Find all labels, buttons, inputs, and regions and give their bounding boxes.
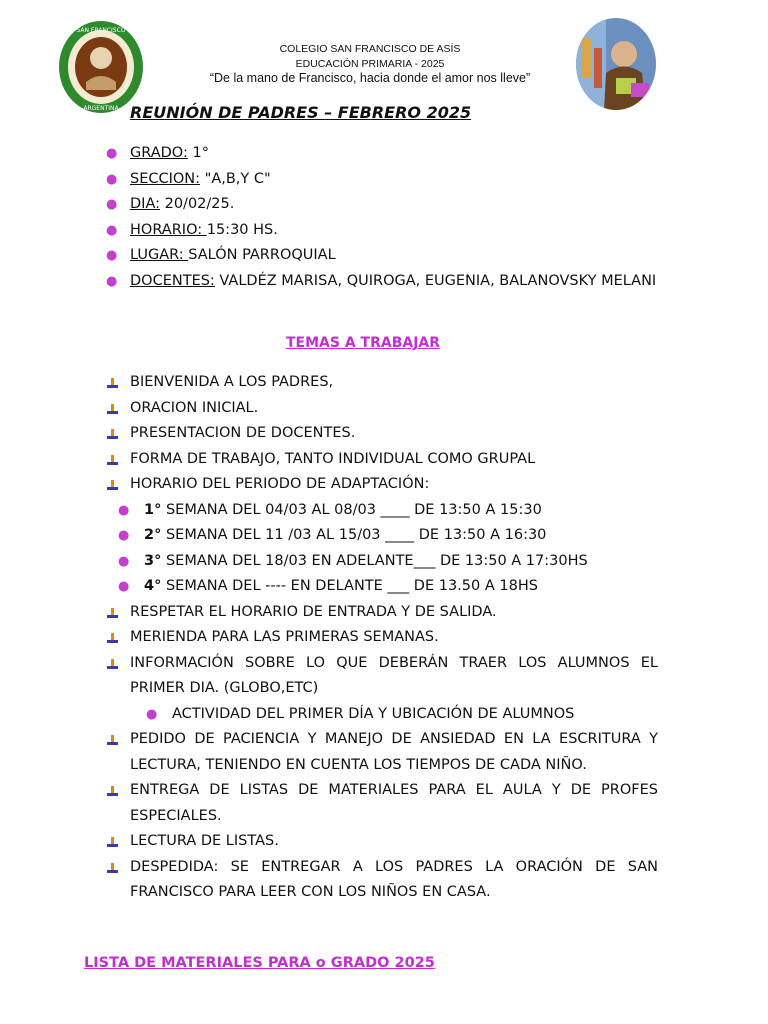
info-time: ● HORARIO: 15:30 HS. <box>106 218 658 244</box>
bullet-dot-icon: ● <box>146 706 158 722</box>
candle-marker-icon <box>106 377 119 390</box>
schedule-item: ● 1° SEMANA DEL 04/03 AL 08/03 ____ DE 13:50 A 15:30 <box>106 498 658 524</box>
topic-item: FORMA DE TRABAJO, TANTO INDIVIDUAL COMO GRUPAL <box>106 447 658 473</box>
bullet-dot-icon: ● <box>106 197 118 212</box>
candle-marker-icon <box>106 479 119 492</box>
info-grade: ● GRADO: 1° <box>106 141 658 167</box>
topic-item: PRESENTACION DE DOCENTES. <box>106 421 658 447</box>
school-level: EDUCACIÓN PRIMARIA - 2025 <box>295 58 445 70</box>
page-title: REUNIÓN DE PADRES – FEBRERO 2025 <box>130 103 472 122</box>
candle-marker-icon <box>106 658 119 671</box>
meeting-info-list <box>106 141 658 294</box>
materials-list-title: LISTA DE MATERIALES PARA o GRADO 2025 <box>84 955 435 971</box>
candle-marker-icon <box>106 785 119 798</box>
svg-text:SAN FRANCISCO: SAN FRANCISCO <box>76 27 126 34</box>
candle-marker-icon <box>106 862 119 875</box>
school-motto: “De la mano de Francisco, hacia donde el amor nos lleve” <box>209 71 531 85</box>
bullet-dot-icon: ● <box>106 222 118 238</box>
subtopic-item: ● ACTIVIDAD DEL PRIMER DÍA Y UBICACIÓN DE ALUMNOS <box>106 702 658 728</box>
candle-marker-icon <box>106 734 119 747</box>
bullet-dot-icon: ● <box>118 553 130 569</box>
saint-francis-image <box>576 18 656 110</box>
topic-item: RESPETAR EL HORARIO DE ENTRADA Y DE SALIDA. <box>106 600 658 626</box>
candle-marker-icon <box>106 454 119 467</box>
topic-item: INFORMACIÓN SOBRE LO QUE DEBERÁN TRAER LOS ALUMNOS EL PRIMER DIA. (GLOBO,ETC) <box>106 651 658 702</box>
schedule-item: ● 2° SEMANA DEL 11 /03 AL 15/03 ____ DE 13:50 A 16:30 <box>106 523 658 549</box>
topic-item: PEDIDO DE PACIENCIA Y MANEJO DE ANSIEDAD EN LA ESCRITURA Y LECTURA, TENIENDO EN CUENTA LOS TIEMPOS DE CADA NIÑO. <box>106 727 658 778</box>
topic-item: ORACION INICIAL. <box>106 396 658 422</box>
bullet-dot-icon: ● <box>118 528 130 543</box>
bullet-dot-icon: ● <box>118 502 130 518</box>
info-section: ● SECCION: "A,B,Y C" <box>106 167 658 193</box>
topics-list <box>106 370 658 906</box>
info-day: ● DIA: 20/02/25. <box>106 192 658 218</box>
candle-marker-icon <box>106 836 119 849</box>
bullet-dot-icon: ● <box>106 171 118 187</box>
candle-marker-icon <box>106 607 119 620</box>
info-teachers: ● DOCENTES: VALDÉZ MARISA, QUIROGA, EUGENIA, BALANOVSKY MELANI <box>106 269 658 295</box>
topic-item: LECTURA DE LISTAS. <box>106 829 658 855</box>
candle-marker-icon <box>106 428 119 441</box>
bullet-dot-icon: ● <box>106 248 118 263</box>
bullet-dot-icon: ● <box>106 146 118 161</box>
school-seal-logo <box>58 20 144 114</box>
school-name: COLEGIO SAN FRANCISCO DE ASÍS <box>279 43 461 55</box>
topic-item: HORARIO DEL PERIODO DE ADAPTACIÓN: <box>106 472 658 498</box>
topic-item: ENTREGA DE LISTAS DE MATERIALES PARA EL AULA Y DE PROFES ESPECIALES. <box>106 778 658 829</box>
bullet-dot-icon: ● <box>118 579 130 594</box>
candle-marker-icon <box>106 403 119 416</box>
topic-item: MERIENDA PARA LAS PRIMERAS SEMANAS. <box>106 625 658 651</box>
topic-item: BIENVENIDA A LOS PADRES, <box>106 370 658 396</box>
schedule-item: ● 4° SEMANA DEL ---- EN DELANTE ___ DE 13.50 A 18HS <box>106 574 658 600</box>
topics-title: TEMAS A TRABAJAR <box>286 335 441 351</box>
info-place: ● LUGAR: SALÓN PARROQUIAL <box>106 243 658 269</box>
topic-item: DESPEDIDA: SE ENTREGAR A LOS PADRES LA ORACIÓN DE SAN FRANCISCO PARA LEER CON LOS NIÑOS EN CASA. <box>106 855 658 906</box>
candle-marker-icon <box>106 632 119 645</box>
svg-text:ARGENTINA: ARGENTINA <box>83 105 119 112</box>
bullet-dot-icon: ● <box>106 273 118 289</box>
schedule-item: ● 3° SEMANA DEL 18/03 EN ADELANTE___ DE 13:50 A 17:30HS <box>106 549 658 575</box>
